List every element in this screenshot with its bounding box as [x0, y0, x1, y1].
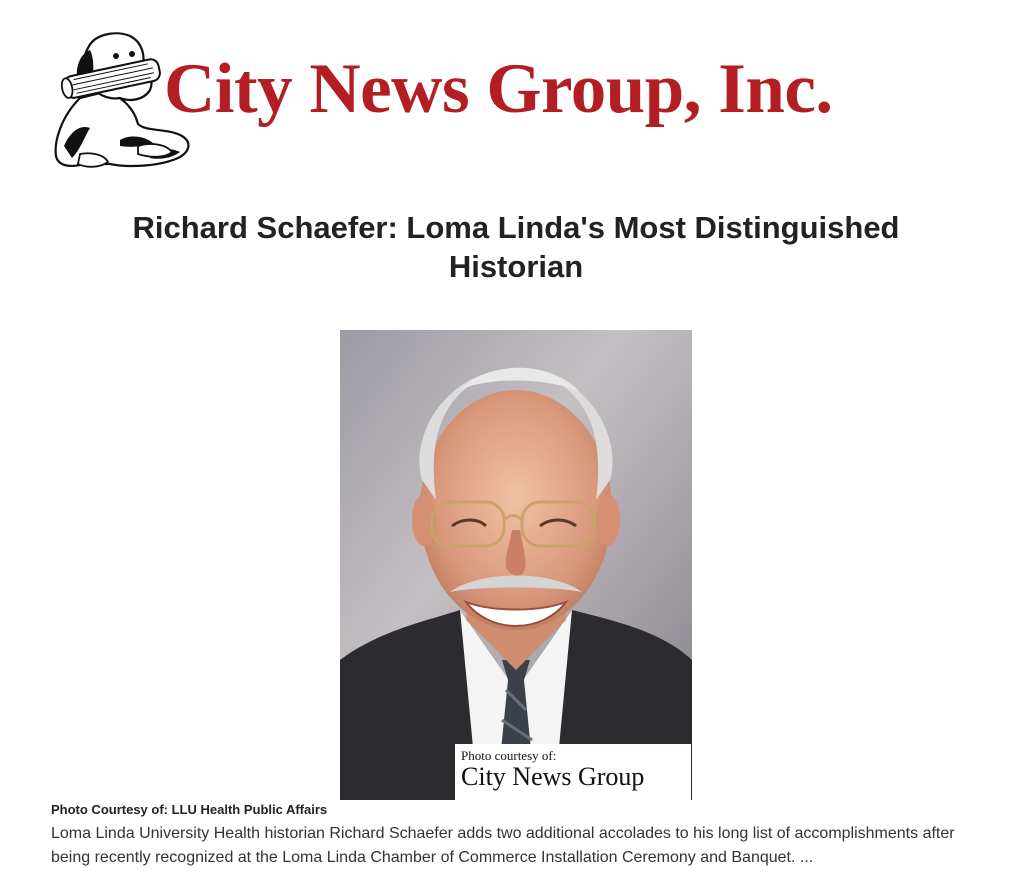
article-photo	[340, 330, 692, 800]
article-title[interactable]: Richard Schaefer: Loma Linda's Most Distinguished Historian	[132, 210, 900, 284]
article-summary[interactable]: Loma Linda University Health historian Richard Schaefer adds two additional accolades to his long list of accomplishments after being recently recognized at the Loma Linda Chamber of Commerce Installation Ceremony and Banquet. ...	[51, 825, 955, 866]
brand-name[interactable]: City News Group, Inc.	[164, 50, 833, 128]
portrait-photo	[340, 330, 692, 800]
photo-credit: Photo Courtesy of: LLU Health Public Affairs	[51, 802, 328, 817]
masthead[interactable]	[50, 28, 980, 174]
watermark-caption: Photo courtesy of:	[461, 748, 557, 763]
watermark-brand: City News Group	[461, 762, 645, 791]
photo-watermark	[455, 744, 691, 800]
